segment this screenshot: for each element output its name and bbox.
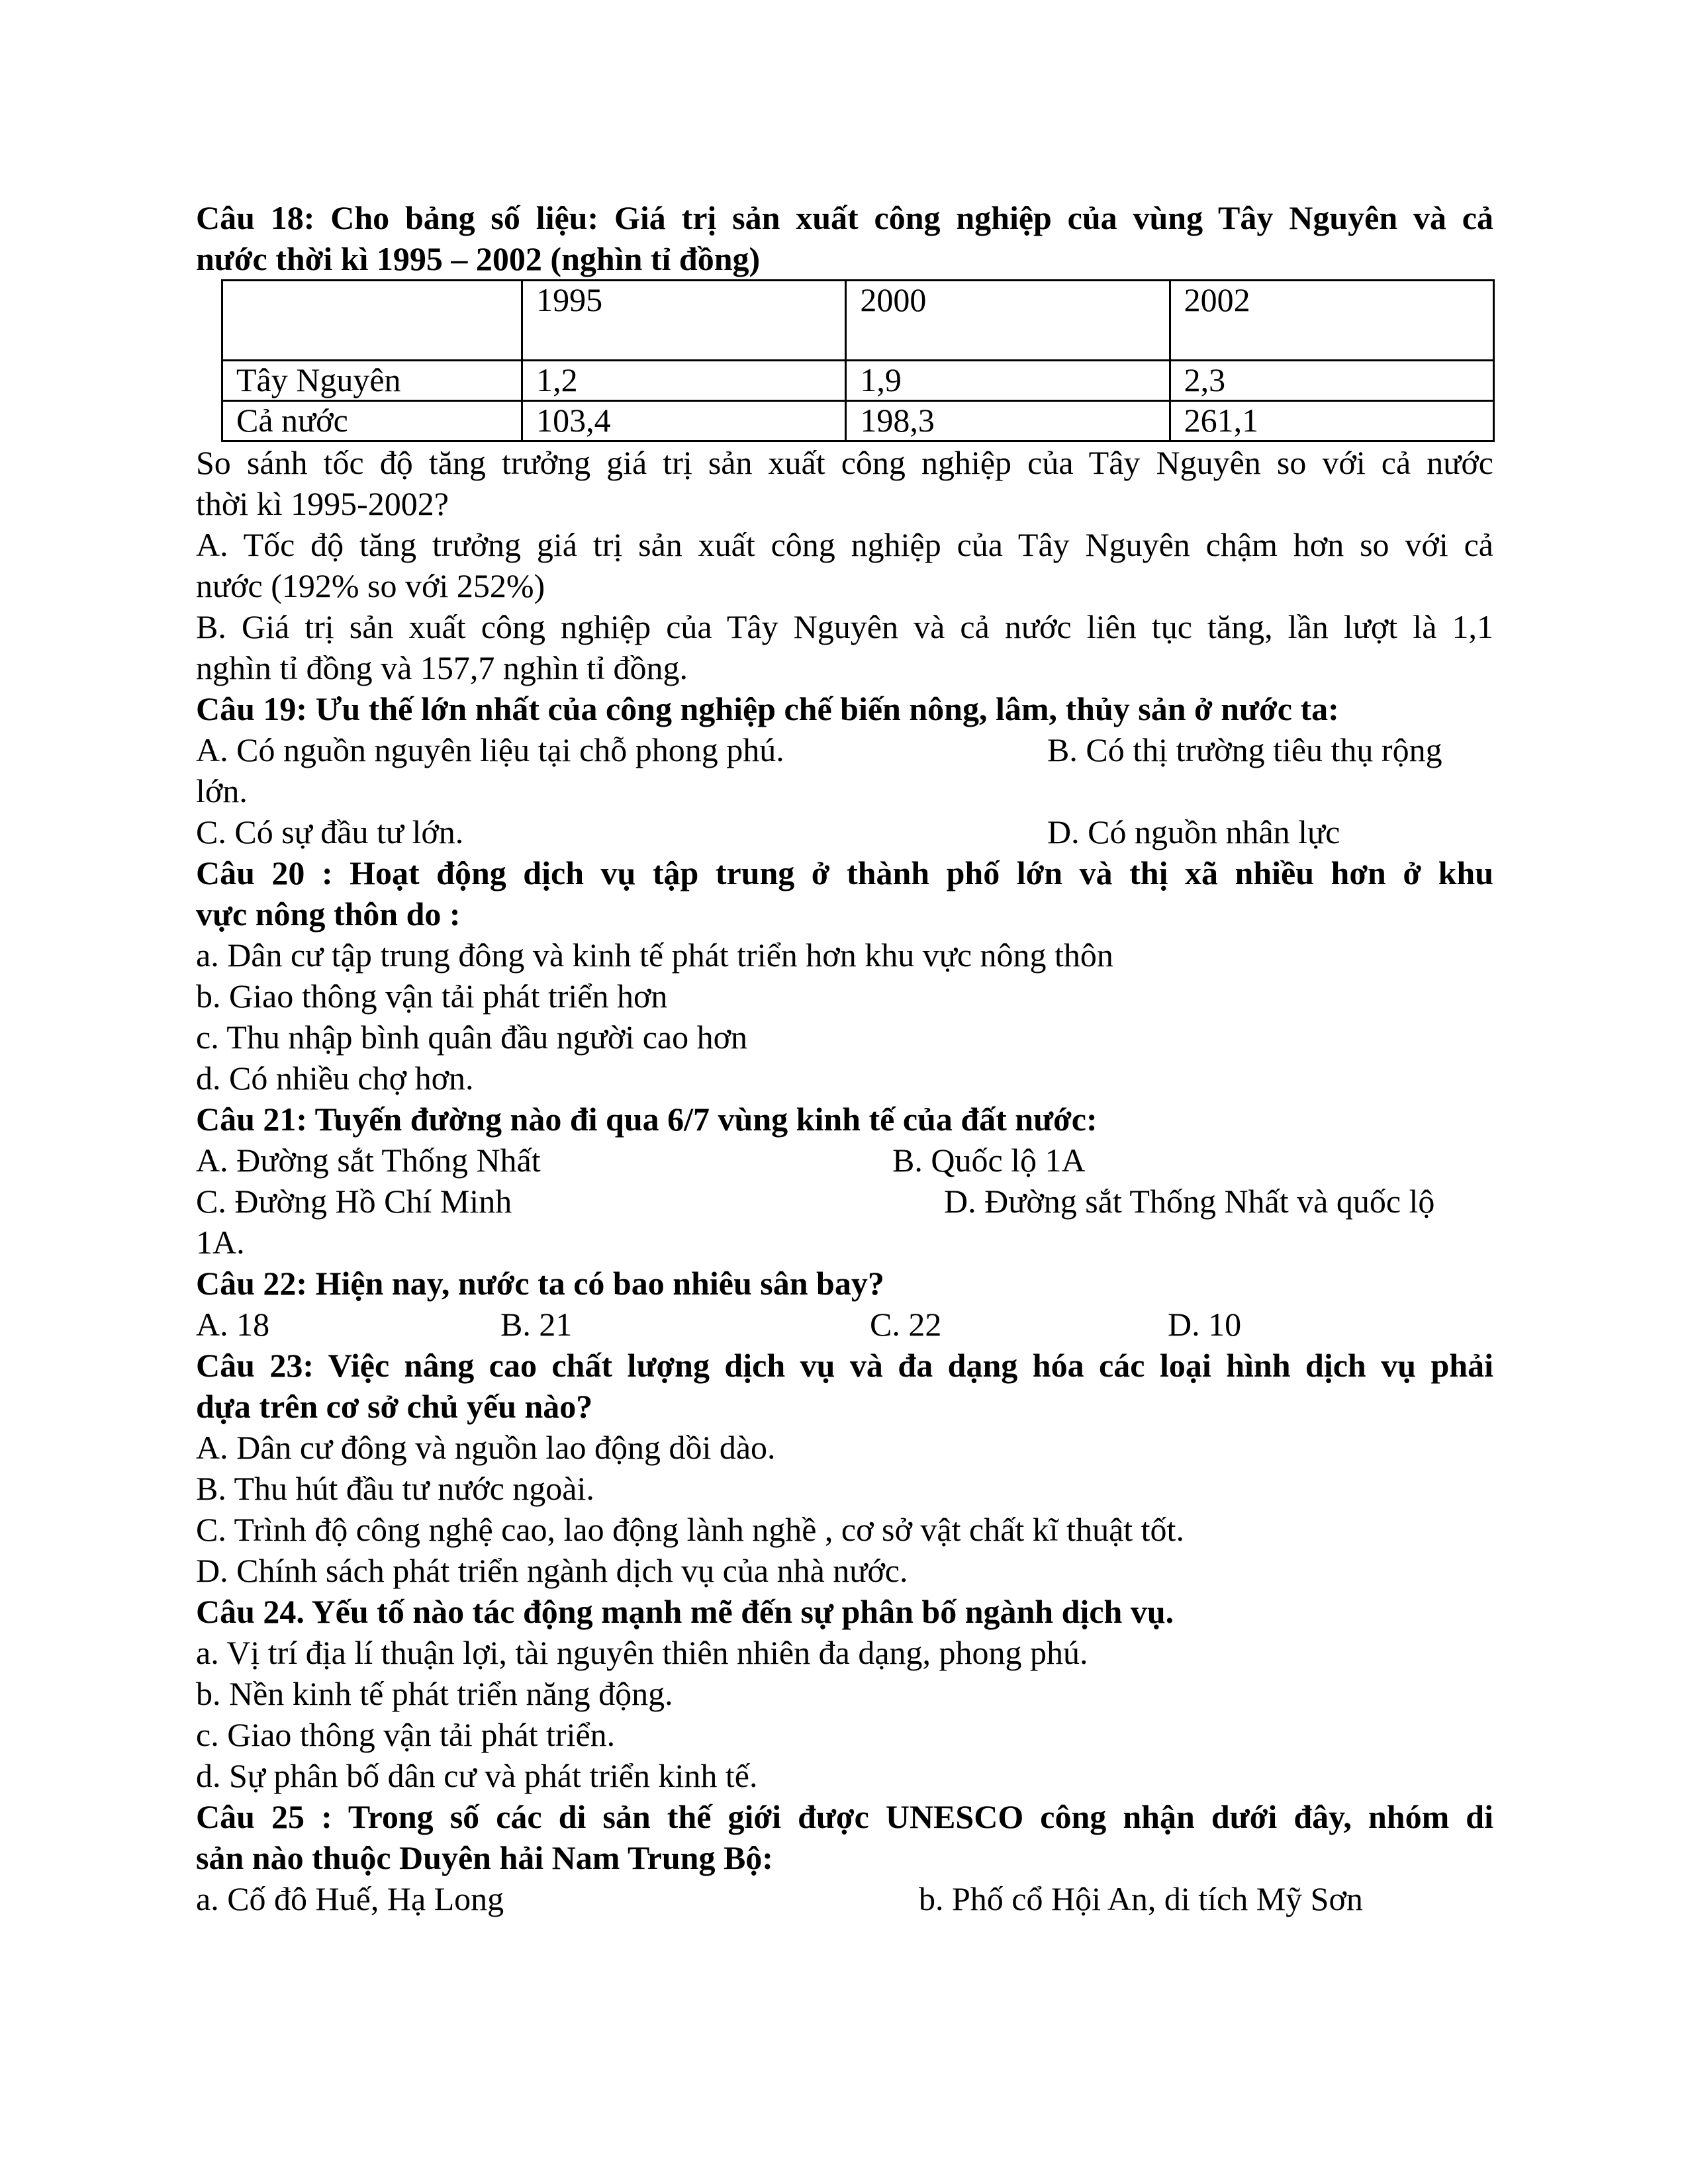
table-cell: 198,3	[846, 401, 1170, 441]
table-cell: 103,4	[522, 401, 846, 441]
q23-title-line1: Câu 23: Việc nâng cao chất lượng dịch vụ và đa dạng hóa các loại hình dịch vụ phải	[196, 1347, 1493, 1384]
q19-option-d: D. Có nguồn nhân lực	[1047, 813, 1340, 850]
q21-option-d-line2: 1A.	[196, 1224, 245, 1261]
q24-option-d: d. Sự phân bố dân cư và phát triển kinh tế.	[196, 1757, 758, 1794]
q18-option-a-line2: nước (192% so với 252%)	[196, 567, 545, 604]
q20-option-c: c. Thu nhập bình quân đầu người cao hơn	[196, 1019, 748, 1056]
table-header-cell: 1995	[522, 281, 846, 361]
q18-prompt-line1: So sánh tốc độ tăng trưởng giá trị sản xuất công nghiệp của Tây Nguyên so với cả nước	[196, 444, 1493, 481]
q22-options-row	[196, 1304, 1493, 1345]
table-row	[222, 401, 1494, 441]
q23-option-b: B. Thu hút đầu tư nước ngoài.	[196, 1470, 594, 1507]
table-header-cell: 2002	[1170, 281, 1493, 361]
q19-options-row1	[196, 729, 1493, 770]
q21-option-c: C. Đường Hồ Chí Minh	[196, 1183, 512, 1220]
exam-page	[196, 197, 1493, 1919]
table-cell: 261,1	[1170, 401, 1493, 441]
q18-option-b-line1: B. Giá trị sản xuất công nghiệp của Tây Nguyên và cả nước liên tục tăng, lần lượt là 1,1	[196, 608, 1493, 645]
q20-option-a: a. Dân cư tập trung đông và kinh tế phát triển hơn khu vực nông thôn	[196, 936, 1113, 974]
q25-options-row	[196, 1878, 1493, 1919]
q23-option-d: D. Chính sách phát triển ngành dịch vụ của nhà nước.	[196, 1552, 908, 1589]
table-cell: Tây Nguyên	[222, 361, 522, 401]
q21-title: Câu 21: Tuyến đường nào đi qua 6/7 vùng kinh tế của đất nước:	[196, 1101, 1098, 1138]
q18-prompt-line2: thời kì 1995-2002?	[196, 485, 449, 522]
q20-option-b: b. Giao thông vận tải phát triển hơn	[196, 978, 668, 1015]
q23-title-line2: dựa trên cơ sở chủ yếu nào?	[196, 1388, 593, 1425]
table-cell: 1,9	[846, 361, 1170, 401]
q21-options-row1	[196, 1140, 1493, 1181]
q18-option-a-line1: A. Tốc độ tăng trưởng giá trị sản xuất công nghiệp của Tây Nguyên chậm hơn so với cả	[196, 526, 1493, 563]
q20-option-d: d. Có nhiều chợ hơn.	[196, 1060, 474, 1097]
table-cell: Cả nước	[222, 401, 522, 441]
q18-title-line1: Câu 18: Cho bảng số liệu: Giá trị sản xuất công nghiệp của vùng Tây Nguyên và cả	[196, 199, 1493, 236]
q23-option-a: A. Dân cư đông và nguồn lao động dồi dào.	[196, 1429, 776, 1466]
q18-title-line2: nước thời kì 1995 – 2002 (nghìn tỉ đồng)	[196, 240, 761, 277]
q22-option-c: C. 22	[870, 1306, 942, 1343]
table-row	[222, 361, 1494, 401]
q20-title-line2: vực nông thôn do :	[196, 895, 461, 933]
q25-option-a: a. Cố đô Huế, Hạ Long	[196, 1880, 504, 1917]
q19-option-a: A. Có nguồn nguyên liệu tại chỗ phong phú.	[196, 731, 784, 768]
q23-option-c: C. Trình độ công nghệ cao, lao động lành nghề , cơ sở vật chất kĩ thuật tốt.	[196, 1511, 1184, 1548]
table-cell: 1,2	[522, 361, 846, 401]
q24-title: Câu 24. Yếu tố nào tác động mạnh mẽ đến sự phân bố ngành dịch vụ.	[196, 1593, 1174, 1630]
q22-title: Câu 22: Hiện nay, nước ta có bao nhiêu sân bay?	[196, 1265, 884, 1302]
q21-option-b: B. Quốc lộ 1A	[892, 1142, 1086, 1179]
q19-option-c: C. Có sự đầu tư lớn.	[196, 813, 464, 850]
q25-title-line2: sản nào thuộc Duyên hải Nam Trung Bộ:	[196, 1839, 773, 1876]
q21-option-d-line1: D. Đường sắt Thống Nhất và quốc lộ	[944, 1183, 1435, 1220]
q19-options-row2	[196, 811, 1493, 852]
table-header-row	[222, 281, 1494, 361]
q19-option-b-line2: lớn.	[196, 772, 248, 809]
q20-title-line1: Câu 20 : Hoạt động dịch vụ tập trung ở thành phố lớn và thị xã nhiều hơn ở khu	[196, 854, 1493, 891]
table-header-cell: 2000	[846, 281, 1170, 361]
q19-option-b-line1: B. Có thị trường tiêu thụ rộng	[1047, 731, 1442, 768]
q18-data-table	[221, 279, 1495, 442]
q21-option-a: A. Đường sắt Thống Nhất	[196, 1142, 541, 1179]
table-header-cell	[222, 281, 522, 361]
q24-option-c: c. Giao thông vận tải phát triển.	[196, 1716, 616, 1753]
q19-title: Câu 19: Ưu thế lớn nhất của công nghiệp chế biến nông, lâm, thủy sản ở nước ta:	[196, 690, 1339, 727]
q24-option-b: b. Nền kinh tế phát triển năng động.	[196, 1675, 673, 1712]
q22-option-a: A. 18	[196, 1306, 270, 1343]
table-cell: 2,3	[1170, 361, 1493, 401]
q22-option-d: D. 10	[1168, 1306, 1242, 1343]
q25-option-b: b. Phố cổ Hội An, di tích Mỹ Sơn	[919, 1880, 1363, 1917]
q18-option-b-line2: nghìn tỉ đồng và 157,7 nghìn tỉ đồng.	[196, 649, 688, 686]
q22-option-b: B. 21	[500, 1306, 573, 1343]
q25-title-line1: Câu 25 : Trong số các di sản thế giới được UNESCO công nhận dưới đây, nhóm di	[196, 1798, 1493, 1835]
q21-options-row2	[196, 1181, 1493, 1222]
q24-option-a: a. Vị trí địa lí thuận lợi, tài nguyên thiên nhiên đa dạng, phong phú.	[196, 1634, 1088, 1671]
